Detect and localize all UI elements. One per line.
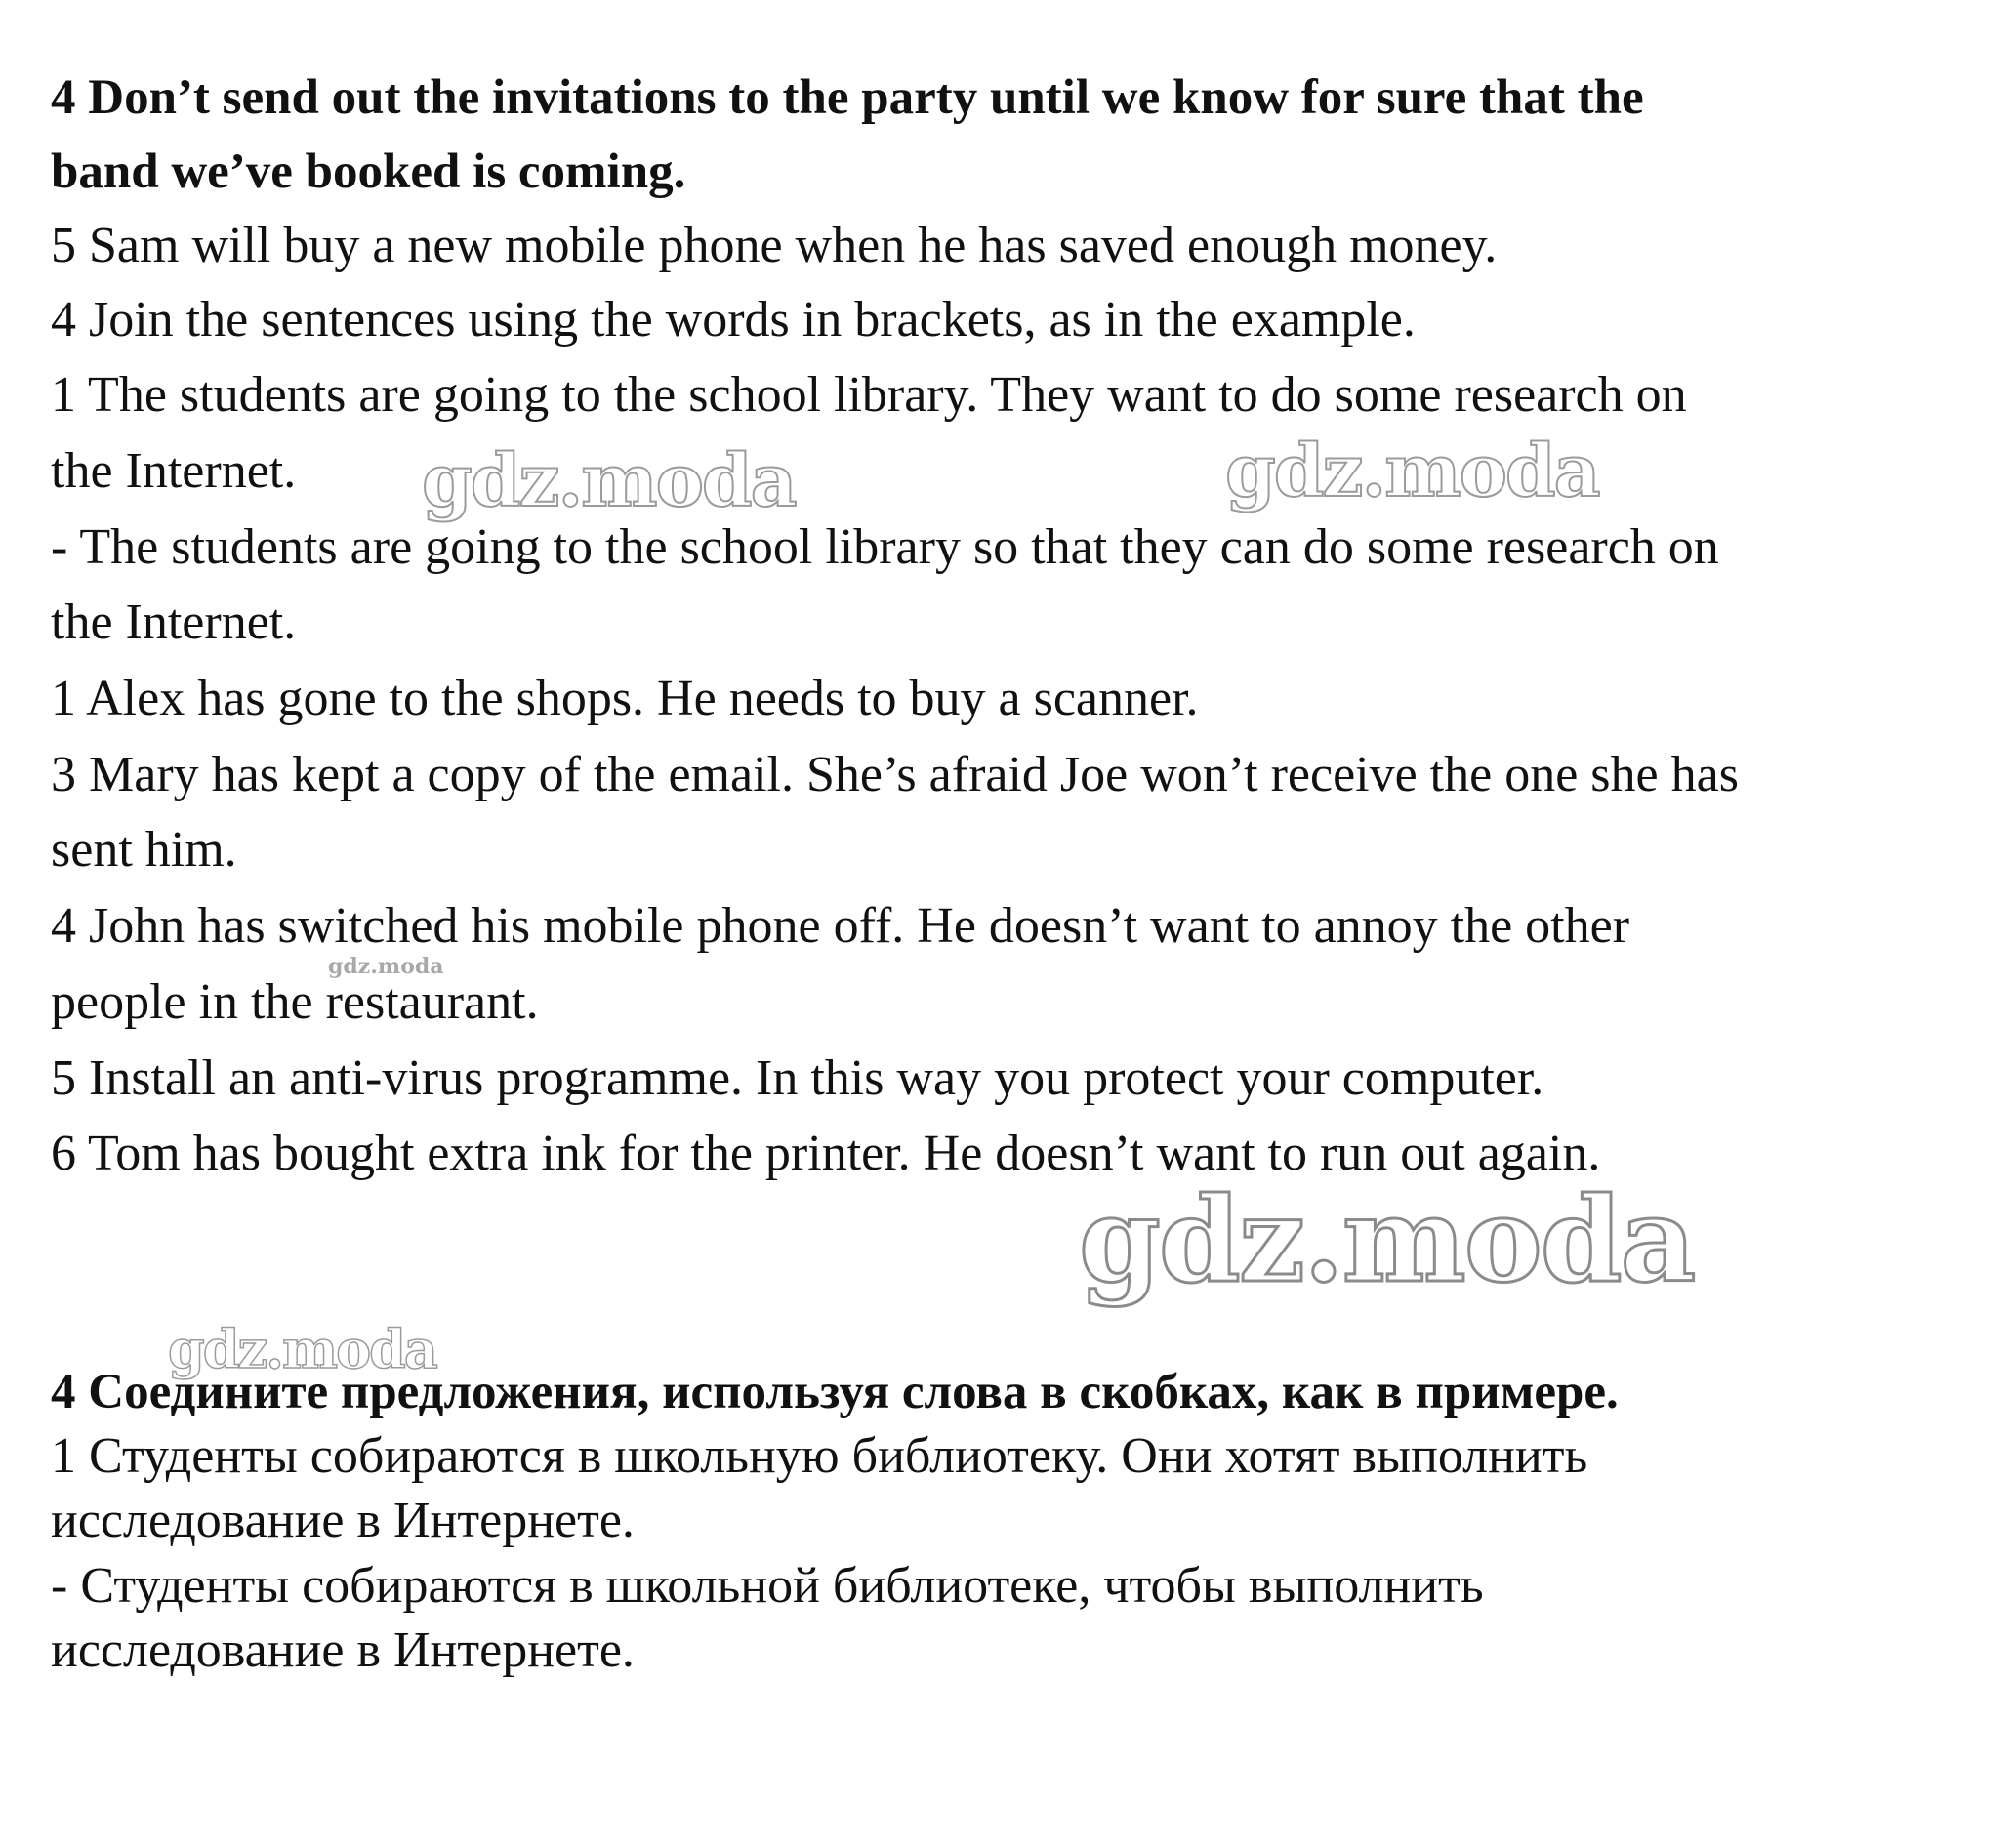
text-line: 4 Join the sentences using the words in brackets, as in the example. <box>51 292 1416 348</box>
heading-line-2: band we’ve booked is coming. <box>51 144 686 199</box>
russian-line: исследование в Интернете. <box>51 1493 635 1548</box>
russian-line: 1 Студенты собираются в школьную библиотеку. Они хотят выполнить <box>51 1428 1588 1484</box>
watermark: gdz.moda <box>328 954 444 979</box>
text-line: 6 Tom has bought extra ink for the printer. He doesn’t want to run out again. <box>51 1126 1601 1181</box>
text-line: sent him. <box>51 822 237 878</box>
watermark: gdz.moda <box>422 439 796 523</box>
russian-line: исследование в Интернете. <box>51 1622 635 1678</box>
watermark: gdz.moda <box>168 1318 436 1380</box>
russian-heading: 4 Соедините предложения, используя слова в скобках, как в примере. <box>51 1365 1619 1419</box>
text-line: 1 Alex has gone to the shops. He needs to buy a scanner. <box>51 671 1199 726</box>
watermark: gdz.moda <box>1225 430 1599 513</box>
heading-line-1: 4 Don’t send out the invitations to the party until we know for sure that the <box>51 70 1644 125</box>
text-line: the Internet. <box>51 443 297 499</box>
text-line: 5 Sam will buy a new mobile phone when he has saved enough money. <box>51 218 1498 273</box>
text-line: the Internet. <box>51 595 297 650</box>
watermark: gdz.moda <box>1079 1171 1695 1309</box>
text-line: 1 The students are going to the school library. They want to do some research on <box>51 367 1687 423</box>
russian-line: - Студенты собираются в школьной библиотеке, чтобы выполнить <box>51 1558 1484 1614</box>
text-line: 4 John has switched his mobile phone off. He doesn’t want to annoy the other <box>51 898 1630 954</box>
text-line: - The students are going to the school library so that they can do some research on <box>51 519 1719 575</box>
text-line: 3 Mary has kept a copy of the email. She’s afraid Joe won’t receive the one she has <box>51 747 1739 802</box>
text-line: 5 Install an anti-virus programme. In this way you protect your computer. <box>51 1050 1544 1106</box>
text-line: people in the restaurant. <box>51 974 539 1030</box>
